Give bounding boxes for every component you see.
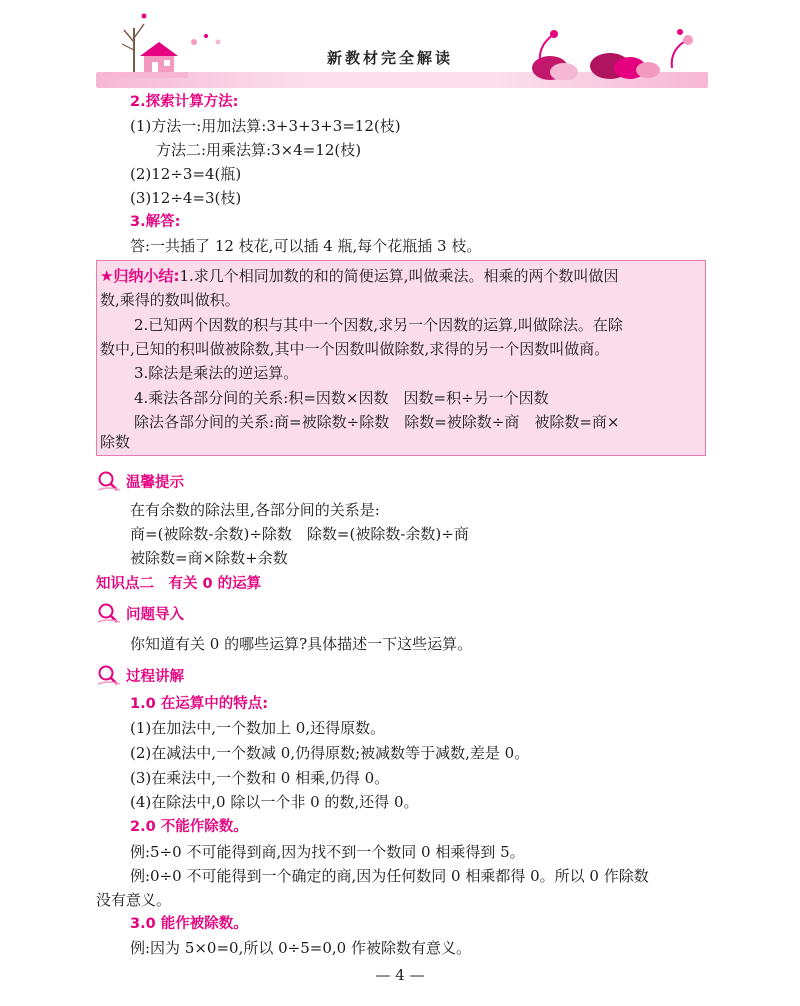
tree-house-decoration-icon xyxy=(100,8,190,80)
method-two-line: 方法二:用乘法算:3×4=12(枝) xyxy=(156,141,362,159)
summary-line-4: 数中,已知的积叫做被除数,其中一个因数叫做除数,求得的另一个因数叫做商。 xyxy=(100,340,610,358)
summary-line-6: 4.乘法各部分间的关系:积=因数×因数 因数=积÷另一个因数 xyxy=(134,389,549,407)
step-two-line: (2)12÷3=4(瓶) xyxy=(130,165,242,183)
heading-explore-method: 2.探索计算方法: xyxy=(130,94,239,110)
tip-line-3: 被除数=商×除数+余数 xyxy=(130,549,288,567)
summary-line-2: 数,乘得的数叫做积。 xyxy=(100,291,240,309)
example-line-4: 例:因为 5×0=0,所以 0÷5=0,0 作被除数有意义。 xyxy=(130,939,471,957)
summary-line-1 xyxy=(100,266,619,286)
method-one-line: (1)方法一:用加法算:3+3+3+3=12(枝) xyxy=(130,117,401,135)
summary-line-3: 2.已知两个因数的积与其中一个因数,求另一个因数的运算,叫做除法。在除 xyxy=(134,316,623,334)
magnifier-icon xyxy=(96,602,120,624)
page-number: — 4 — xyxy=(375,966,425,984)
zero-dividend-heading: 3.0 能作被除数。 xyxy=(130,916,248,932)
example-line-1: 例:5÷0 不可能得到商,因为找不到一个数同 0 相乘得到 5。 xyxy=(130,843,525,861)
process-section-header xyxy=(96,664,184,686)
zero-features-heading: 1.0 在运算中的特点: xyxy=(130,696,269,712)
summary-line-7: 除法各部分间的关系:商=被除数÷除数 除数=被除数÷商 被除数=商× xyxy=(134,413,620,431)
zero-not-divisor-heading: 2.0 不能作除数。 xyxy=(130,819,248,835)
process-title: 过程讲解 xyxy=(126,668,184,685)
answer-line: 答:一共插了 12 枝花,可以插 4 瓶,每个花瓶插 3 枝。 xyxy=(130,237,482,255)
intro-text: 你知道有关 0 的哪些运算?具体描述一下这些运算。 xyxy=(130,635,473,653)
summary-line-8: 除数 xyxy=(100,433,131,451)
intro-section-header xyxy=(96,602,184,624)
summary-text-1: 1.求几个相同加数的和的简便运算,叫做乘法。相乘的两个数叫做因 xyxy=(179,267,619,285)
zero-subtraction-line: (2)在减法中,一个数减 0,仍得原数;被减数等于减数,差是 0。 xyxy=(130,744,530,762)
step-three-line: (3)12÷4=3(枝) xyxy=(130,189,242,207)
tip-section-header xyxy=(96,470,184,492)
header-title: 新教材完全解读 xyxy=(326,49,453,67)
summary-line-5: 3.除法是乘法的逆运算。 xyxy=(134,364,299,382)
sparkle-decoration-icon xyxy=(188,30,228,50)
summary-label: ★归纳小结: xyxy=(100,267,180,285)
example-line-2: 例:0÷0 不可能得到一个确定的商,因为任何数同 0 相乘都得 0。所以 0 作除数 xyxy=(130,867,649,885)
magnifier-icon xyxy=(96,664,120,686)
knowledge-point-two-title: 知识点二 有关 0 的运算 xyxy=(96,576,262,592)
flower-hill-decoration-icon xyxy=(520,24,710,80)
tip-line-2: 商=(被除数-余数)÷除数 除数=(被除数-余数)÷商 xyxy=(130,525,469,543)
magnifier-icon xyxy=(96,470,120,492)
heading-answer: 3.解答: xyxy=(130,214,181,230)
example-line-3: 没有意义。 xyxy=(96,891,172,909)
zero-division-line: (4)在除法中,0 除以一个非 0 的数,还得 0。 xyxy=(130,793,419,811)
tip-line-1: 在有余数的除法里,各部分间的关系是: xyxy=(130,501,380,519)
zero-multiplication-line: (3)在乘法中,一个数和 0 相乘,仍得 0。 xyxy=(130,769,390,787)
page-header xyxy=(0,0,800,92)
intro-title: 问题导入 xyxy=(126,606,184,623)
zero-addition-line: (1)在加法中,一个数加上 0,还得原数。 xyxy=(130,719,386,737)
tip-title: 温馨提示 xyxy=(126,474,184,491)
